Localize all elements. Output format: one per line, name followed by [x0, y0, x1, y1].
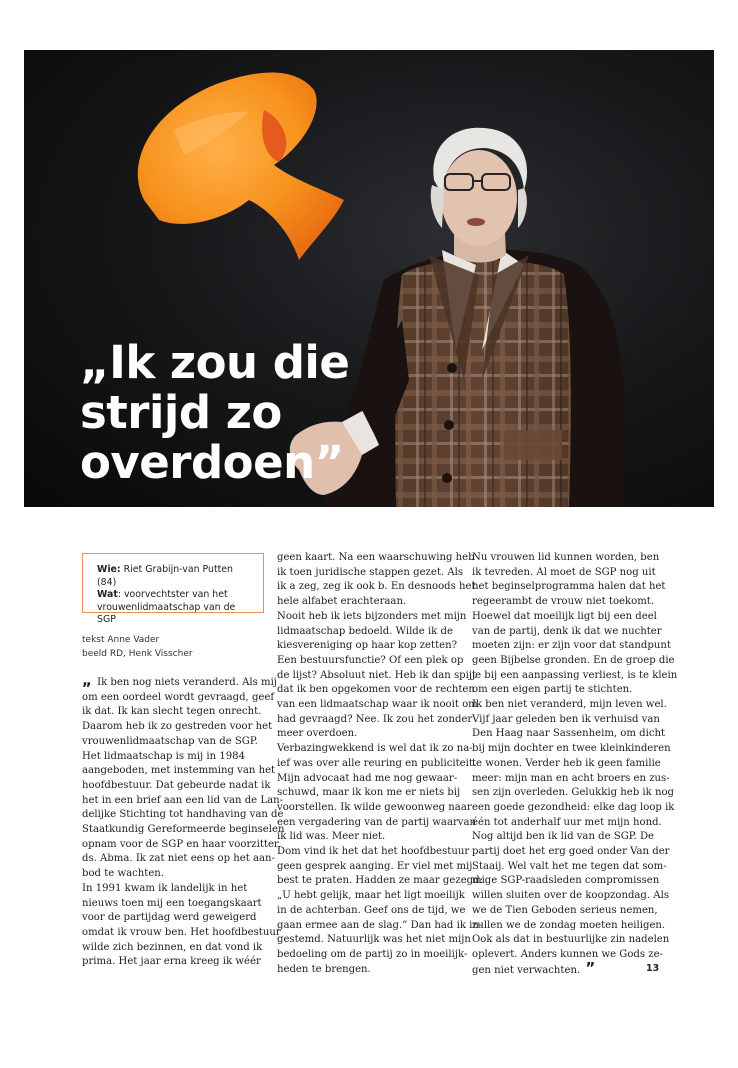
article-line	[82, 779, 271, 794]
article-line	[472, 669, 678, 684]
article-line-text: heden te brengen.	[277, 963, 371, 975]
article-line-text: Ik ben nog niets veranderd. Als mij	[97, 677, 277, 688]
article-line-text: bedoeling om de partij zo in moeilijk-	[277, 948, 468, 960]
quote-close-mark: ”	[580, 958, 596, 977]
headline	[80, 338, 349, 488]
article-line	[472, 713, 658, 728]
article-line-text: bod te wachten.	[82, 868, 164, 880]
article-line-text: om een oordeel wordt gevraagd, geef	[82, 691, 275, 703]
article-line	[472, 551, 658, 566]
article-line	[472, 958, 658, 979]
article-line	[277, 963, 463, 978]
article-line	[277, 625, 463, 640]
article-line-text: hele alfabet erachteraan.	[277, 596, 407, 608]
article-line	[277, 933, 471, 948]
article-line-text: Nog altijd ben ik lid van de SGP. De	[472, 831, 655, 843]
article-line	[472, 580, 666, 595]
article-line-text: Ook als dat in bestuurlijke zin nadelen	[472, 934, 670, 946]
article-line-text: wilde zich bezinnen, en dat vond ik	[82, 941, 263, 953]
article-line	[82, 941, 268, 956]
article-line	[277, 610, 467, 625]
article-line-text: geen gesprek aanging. Er viel met mij	[277, 860, 473, 872]
info-who	[97, 564, 255, 589]
article-line-text: „U hebt gelijk, maar het ligt moeilijk	[277, 890, 465, 902]
hero-photo	[24, 50, 714, 507]
article-line-text: het in een brief aan een lid van de Lan-	[82, 794, 283, 806]
article-line	[277, 830, 463, 845]
article-line	[82, 705, 268, 720]
article-line-text: Vijf jaar geleden ben ik verhuisd van	[472, 713, 660, 725]
article-line-text: ik tevreden. Al moet de SGP nog uit	[472, 566, 656, 578]
article-line	[472, 845, 670, 860]
article-line-text: het beginselprogramma halen dat het	[472, 581, 666, 593]
article-line	[82, 750, 268, 765]
article-line	[82, 882, 268, 897]
article-line	[277, 595, 463, 610]
article-line-text: Staatkundig Gereformeerde beginselen	[82, 824, 285, 836]
article-line	[277, 698, 478, 713]
article-line	[472, 933, 670, 948]
article-line	[82, 735, 268, 750]
article-line	[472, 904, 658, 919]
article-line-text: moeten zijn: er zijn voor dat standpunt	[472, 640, 671, 652]
article-line-text: had gevraagd? Nee. Ik zou het zonder	[277, 713, 473, 725]
article-line	[277, 904, 466, 919]
article-line-text: willen sluiten over de koopzondag. Als	[472, 890, 669, 902]
article-line-text: Staaij. Wel valt het me tegen dat som-	[472, 860, 667, 872]
article-line-text: kiesvereniging op haar kop zetten?	[277, 640, 458, 652]
article-line-text: Daarom heb ik zo gestreden voor het	[82, 721, 273, 733]
article-line	[82, 823, 285, 838]
article-line-text: delijke Stichting tot handhaving van de	[82, 809, 284, 821]
article-column-2	[277, 551, 483, 977]
article-line-text: Een bestuursfunctie? Of een plek op	[277, 654, 464, 666]
article-line-text: Dom vind ik het dat het hoofdbestuur	[277, 846, 470, 858]
article-line-text: voorstellen. Ik wilde gewoonweg naar	[277, 801, 472, 813]
info-what	[97, 589, 255, 602]
headline-line: „Ik zou die	[80, 336, 350, 389]
article-line	[472, 595, 658, 610]
article-line	[277, 845, 470, 860]
article-line-text: vrouwenlidmaatschap van de SGP.	[82, 735, 258, 747]
article-line-text: mige SGP-raadsleden compromissen	[472, 875, 660, 887]
article-line-text: Het lidmaatschap is mij in 1984	[82, 750, 246, 762]
article-line-text: een vergadering van de partij waarvan	[277, 816, 477, 828]
article-line-text: om een eigen partij te stichten.	[472, 684, 633, 696]
article-line-text: partij doet het erg goed onder Van der	[472, 846, 670, 858]
article-line-text: bij mijn dochter en twee kleinkinderen	[472, 743, 671, 755]
article-line-text: regeerambt de vrouw niet toekomt.	[472, 596, 655, 608]
article-line-text: Verbazingwekkend is wel dat ik zo na-	[277, 743, 473, 755]
credit-photo: beeld RD, Henk Visscher	[82, 649, 193, 659]
article-line	[472, 742, 671, 757]
article-line-text: van een lidmaatschap waar ik nooit om	[277, 699, 478, 711]
headline-line: strijd zo	[80, 386, 282, 439]
article-line-text: Nu vrouwen lid kunnen worden, ben	[472, 552, 660, 563]
article-line	[472, 698, 667, 713]
article-line-text: omdat ik vrouw ben. Het hoofdbestuur	[82, 926, 281, 938]
article-line	[277, 566, 463, 581]
article-line	[472, 860, 667, 875]
article-line-text: zullen we de zondag moeten heiligen.	[472, 919, 666, 931]
article-line	[472, 874, 658, 889]
article-line-text: Ik ben niet veranderd, mijn leven wel.	[472, 699, 667, 711]
article-line	[472, 625, 662, 640]
article-line-text: Mijn advocaat had me nog gewaar-	[277, 772, 458, 784]
article-line	[277, 580, 476, 595]
article-line-text: lidmaatschap bedoeld. Wilde ik de	[277, 625, 453, 637]
article-line-text: we de Tien Geboden serieus nemen,	[472, 904, 658, 916]
article-line-text: prima. Het jaar erna kreeg ik wéér	[82, 956, 261, 968]
article-line	[277, 727, 463, 742]
article-line	[82, 794, 283, 809]
article-line	[472, 830, 658, 845]
article-line	[82, 838, 281, 853]
info-who-value: Riet Grabijn-van Putten (84)	[97, 564, 234, 588]
article-line	[82, 911, 268, 926]
article-line	[277, 639, 463, 654]
article-line	[277, 683, 475, 698]
article-line	[277, 816, 477, 831]
info-box	[82, 553, 264, 625]
article-line-text: meer overdoen.	[277, 728, 358, 740]
article-line-text: nieuws toen mij een toegangskaart	[82, 897, 262, 909]
article-line-text: Den Haag naar Sassenheim, om dicht	[472, 728, 666, 740]
article-line-text: ik toen juridische stappen gezet. Als	[277, 566, 464, 578]
article-line-text: meer: mijn man en acht broers en zus-	[472, 772, 670, 784]
article-line-text: ik dat. Ik kan slecht tegen onrecht.	[82, 706, 262, 718]
article-line	[82, 720, 273, 735]
article-line	[277, 551, 475, 566]
article-line	[472, 654, 675, 669]
article-line	[277, 860, 473, 875]
article-line	[277, 874, 483, 889]
article-line-text: ik lid was. Meer niet.	[277, 831, 386, 843]
article-column-3	[472, 551, 678, 978]
article-line-text: geen Bijbelse gronden. En de groep die	[472, 654, 675, 666]
article-line	[82, 808, 284, 823]
article-line-text: Nooit heb ik iets bijzonders met mijn	[277, 610, 467, 622]
article-line	[277, 889, 463, 904]
article-line	[472, 801, 675, 816]
article-line-text: gaan ermee aan de slag.” Dan had ik in-	[277, 919, 483, 931]
article-column-1	[82, 671, 285, 970]
article-line-text: geen kaart. Na een waarschuwing heb	[277, 552, 475, 563]
article-line-text: van de partij, denk ik dat we nuchter	[472, 625, 662, 637]
article-line-text: in de achterban. Geef ons de tijd, we	[277, 904, 466, 916]
article-line-text: de lijst? Absoluut niet. Heb ik dan spijt	[277, 669, 477, 681]
article-line-text: voor de partijdag werd geweigerd	[82, 912, 257, 924]
article-line-text: schuwd, maar ik kon me er niets bij	[277, 787, 461, 799]
article-line	[277, 801, 472, 816]
article-line-text: gen niet verwachten.	[472, 964, 581, 976]
article-line	[472, 816, 662, 831]
article-line-text: ik a zeg, zeg ik ook b. En desnoods het	[277, 581, 476, 593]
article-line	[277, 669, 477, 684]
article-line	[277, 919, 483, 934]
article-line	[277, 786, 463, 801]
article-line	[82, 764, 276, 779]
article-line	[472, 727, 666, 742]
article-line-text: oplevert. Anders kunnen we Gods ze-	[472, 948, 663, 960]
article-line	[277, 757, 477, 772]
article-line	[82, 691, 275, 706]
article-line-text: Hoewel dat moeilijk ligt bij een deel	[472, 610, 657, 622]
credit-text: tekst Anne Vader	[82, 635, 160, 645]
article-line-text: sen zijn overleden. Gelukkig heb ik nog	[472, 787, 675, 799]
article-line	[82, 897, 268, 912]
article-line-text: dat ik ben opgekomen voor de rechten	[277, 684, 475, 696]
article-line	[277, 948, 468, 963]
info-who-label: Wie:	[97, 564, 121, 575]
article-line	[82, 671, 277, 691]
credits	[82, 633, 193, 661]
article-line	[82, 955, 268, 970]
article-line	[82, 926, 281, 941]
quote-open-mark: „	[82, 671, 98, 689]
article-line-text: aangeboden, met instemming van het	[82, 765, 276, 777]
page-number: 13	[646, 963, 660, 974]
article-line	[472, 889, 669, 904]
article-line	[472, 919, 666, 934]
article-line	[277, 772, 463, 787]
article-line	[277, 654, 463, 669]
article-line	[277, 742, 473, 757]
article-line	[472, 786, 675, 801]
article-line-text: ds. Abma. Ik zat niet eens op het aan-	[82, 853, 275, 865]
article-line	[472, 639, 671, 654]
article-line	[472, 772, 670, 787]
article-line	[472, 757, 661, 772]
headline-line: overdoen”	[80, 436, 344, 489]
article-line	[472, 610, 658, 625]
article-line-text: gestemd. Natuurlijk was het niet mijn	[277, 934, 471, 946]
article-line-text: In 1991 kwam ik landelijk in het	[82, 882, 248, 894]
info-what-value-2: vrouwenlidmaatschap van de SGP	[97, 601, 236, 625]
article-line	[277, 713, 473, 728]
article-line	[82, 867, 268, 882]
article-line-text: opnam voor de SGP en haar voorzitter,	[82, 838, 281, 850]
article-line-text: je bij een aanpassing verliest, is te klein	[472, 669, 678, 681]
article-line-text: te wonen. Verder heb ik geen familie	[472, 757, 661, 769]
article-line	[472, 566, 658, 581]
info-what-value: : voorvechtster van het	[117, 589, 228, 600]
article-line-text: best te praten. Hadden ze maar gezegd:	[277, 875, 483, 887]
article-line-text: hoofdbestuur. Dat gebeurde nadat ik	[82, 779, 271, 791]
article-line	[472, 683, 658, 698]
info-what-label: Wat	[97, 589, 118, 600]
article-line-text: ief was over alle reuring en publiciteit.	[277, 757, 477, 769]
article-line	[472, 948, 663, 963]
orange-scarf	[138, 73, 344, 261]
article-line-text: één tot anderhalf uur met mijn hond.	[472, 816, 662, 828]
article-line-text: een goede gezondheid: elke dag loop ik	[472, 801, 675, 813]
article-line	[82, 852, 275, 867]
